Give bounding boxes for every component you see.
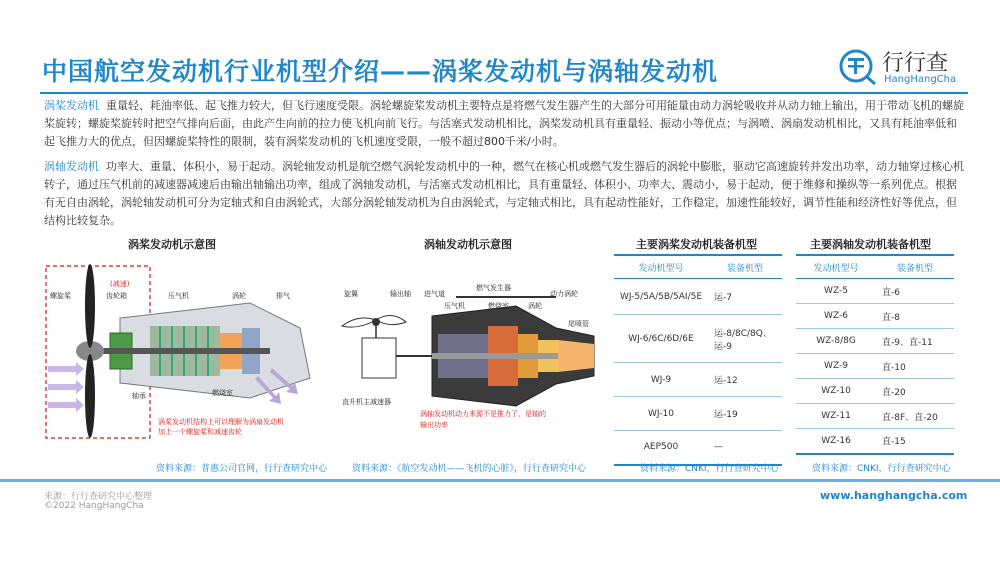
turbine-label: 涡轮 — [528, 302, 542, 310]
gas-generator-label: 燃气发生器 — [476, 284, 511, 292]
turboshaft-diagram-caption: 涡轴发动机示意图 — [424, 238, 512, 251]
turboprop-table-caption: 主要涡桨发动机装备机型 — [636, 238, 757, 251]
turboprop-table-source: 资料来源：CNKI，行行查研究中心 — [640, 464, 779, 474]
nozzle-section — [558, 340, 594, 372]
turboprop-engine-table — [614, 254, 782, 466]
table-row — [796, 379, 954, 404]
gas-generator-bracket — [456, 296, 556, 298]
turboshaft-engine-table — [796, 254, 954, 455]
turboprop-note-line1: 涡桨发动机结构上可以理解为涡扇发动机 — [158, 418, 284, 426]
turboprop-diagram-caption: 涡桨发动机示意图 — [128, 238, 216, 251]
footer-copyright: ©2022 HangHangCha — [44, 501, 144, 511]
compressor-label: 压气机 — [444, 302, 465, 310]
combustor-label: 燃烧室 — [212, 389, 233, 397]
propeller-blade-top — [85, 264, 95, 348]
engine-model-cell: WJ-10 — [614, 397, 708, 431]
turbine-label: 涡轮 — [232, 292, 246, 300]
turboshaft-table-source: 资料来源：CNKI，行行查研究中心 — [812, 464, 951, 474]
aircraft-cell: 运-19 — [708, 397, 782, 431]
main-reducer-label: 直升机主减速器 — [342, 398, 391, 406]
turboprop-note-line2: 加上一个螺旋桨和减速齿轮 — [158, 428, 242, 436]
table-row — [796, 429, 954, 454]
engine-model-cell: WZ-16 — [796, 429, 876, 454]
nozzle-label: 尾喷管 — [568, 320, 589, 328]
main-reducer-box — [362, 338, 396, 378]
turboshaft-header-model: 发动机型号 — [796, 255, 876, 279]
power-turbine-label: 动力涡轮 — [550, 290, 578, 298]
aircraft-cell: 运-8/8C/8Q、运-9 — [708, 315, 782, 363]
engine-model-cell: WZ-6 — [796, 304, 876, 329]
brand-logo[interactable] — [838, 44, 968, 90]
aircraft-cell: 直-10 — [876, 354, 954, 379]
turboshaft-table-caption: 主要涡轴发动机装备机型 — [810, 238, 931, 251]
engine-model-cell: WZ-8/8G — [796, 329, 876, 354]
turboshaft-note-line2: 输出功率 — [420, 421, 448, 429]
turboshaft-header-aircraft: 装备机型 — [876, 255, 954, 279]
exhaust-label: 排气 — [276, 292, 290, 300]
turboprop-header-aircraft: 装备机型 — [708, 255, 782, 279]
shaft-label: 轴承 — [132, 392, 146, 400]
rotor-label: 旋翼 — [344, 290, 358, 298]
propeller-label: 螺旋桨 — [50, 292, 71, 300]
rotor-blades — [342, 315, 406, 327]
aircraft-cell: 直-20 — [876, 379, 954, 404]
engine-model-cell: WJ-5/5A/5B/5AI/5E — [614, 279, 708, 315]
compressor-label: 压气机 — [168, 292, 189, 300]
table-row — [796, 329, 954, 354]
turboshaft-description: 功率大、重量、体积小，易于起动。涡轮轴发动机是航空燃气涡轮发动机中的一种，燃气在核心机或燃气发生器后的涡轮中膨胀，驱动它高速旋转并发出功率，动力轴穿过核心机转子，通过压气机前的减速器减速后由输出轴输出功率，组成了涡轴发动机，与活塞式发动机相比，具有重量轻、体积小、功率大、震动小，易于起动，便于维修和操纵等一系列优点。根据有无自由涡轮，涡轮轴发动机可分为定轴式和自由涡轮式，大部分涡轮轴发动机为自由涡轮式，与定轴式相比，具有起动性能好，工作稳定，加速性能较好，调节性能和经济性好等优点，但结构比较复杂。 — [44, 160, 964, 227]
turboshaft-note-line1: 涡轴发动机动力来源不是推力了，是轴的 — [420, 410, 546, 418]
aircraft-cell: 直-8F、直-20 — [876, 404, 954, 429]
table-row — [796, 404, 954, 429]
footer-divider — [0, 479, 1000, 482]
table-row — [796, 354, 954, 379]
aircraft-cell: 直-9、直-11 — [876, 329, 954, 354]
gearbox-label: 齿轮箱 — [106, 292, 127, 300]
turboprop-diagram-source: 资料来源：普惠公司官网，行行查研究中心 — [156, 464, 328, 474]
engine-model-cell: WZ-5 — [796, 279, 876, 304]
engine-model-cell: WJ-9 — [614, 363, 708, 397]
logo-name: 行行查 — [882, 51, 949, 76]
table-row — [614, 279, 782, 315]
aircraft-cell: 运-7 — [708, 279, 782, 315]
turboshaft-diagram-source: 资料来源：《航空发动机——飞机的心脏》，行行查研究中心 — [352, 464, 587, 474]
engine-model-cell: AEP500 — [614, 431, 708, 465]
engine-model-cell: WZ-11 — [796, 404, 876, 429]
logo-subtitle: HangHangCha — [884, 74, 957, 85]
turboshaft-diagram — [336, 256, 608, 446]
combustor-label: 燃烧室 — [488, 302, 509, 310]
turboprop-paragraph — [44, 97, 966, 151]
reducer-label: (减速) — [110, 280, 130, 288]
turboprop-description: 重量轻、耗油率低、起飞推力较大，但飞行速度受限。涡轮螺旋桨发动机主要特点是将燃气发生器产生的大部分可用能量由动力涡轮吸收并从动力轴上输出，用于带动飞机的螺旋桨旋转；螺旋桨旋转时把空气排向后面，由此产生向前的拉力使飞机向前飞行。与活塞式发动机相比，涡桨发动机具有重量轻、振动小等优点；与涡喷、涡扇发动机相比，又具有耗油率低和起飞推力大的优点，但因螺旋桨特性的限制，装有涡桨发动机的飞机速度受限，一般不超过800千米/小时。 — [44, 99, 964, 148]
aircraft-cell: — — [708, 431, 782, 465]
intake-arrows — [48, 362, 84, 412]
footer-website-link[interactable]: www.hanghangcha.com — [820, 489, 968, 502]
output-shaft-label: 输出轴 — [390, 290, 411, 298]
logo-mark-icon — [838, 46, 878, 86]
turboprop-keyword: 涡桨发动机 — [44, 99, 99, 112]
turboprop-diagram — [40, 258, 330, 443]
turboshaft-paragraph — [44, 158, 966, 230]
engine-shaft — [90, 348, 270, 354]
engine-model-cell: WZ-10 — [796, 379, 876, 404]
table-row — [614, 397, 782, 431]
footer-source: 来源：行行查研究中心整理 — [44, 492, 153, 502]
table-row — [614, 431, 782, 465]
turboprop-header-model: 发动机型号 — [614, 255, 708, 279]
aircraft-cell: 直-15 — [876, 429, 954, 454]
page-title: 中国航空发动机行业机型介绍——涡桨发动机与涡轴发动机 — [42, 57, 719, 86]
aircraft-cell: 运-12 — [708, 363, 782, 397]
aircraft-cell: 直-6 — [876, 279, 954, 304]
aircraft-cell: 直-8 — [876, 304, 954, 329]
engine-model-cell: WZ-9 — [796, 354, 876, 379]
table-row — [614, 363, 782, 397]
table-row — [796, 304, 954, 329]
table-row — [614, 315, 782, 363]
propeller-blade-bottom — [85, 354, 95, 438]
inlet-label: 进气道 — [424, 290, 445, 298]
turboshaft-keyword: 涡轴发动机 — [44, 160, 99, 173]
table-row — [796, 279, 954, 304]
engine-model-cell: WJ-6/6C/6D/6E — [614, 315, 708, 363]
title-divider — [40, 92, 968, 94]
